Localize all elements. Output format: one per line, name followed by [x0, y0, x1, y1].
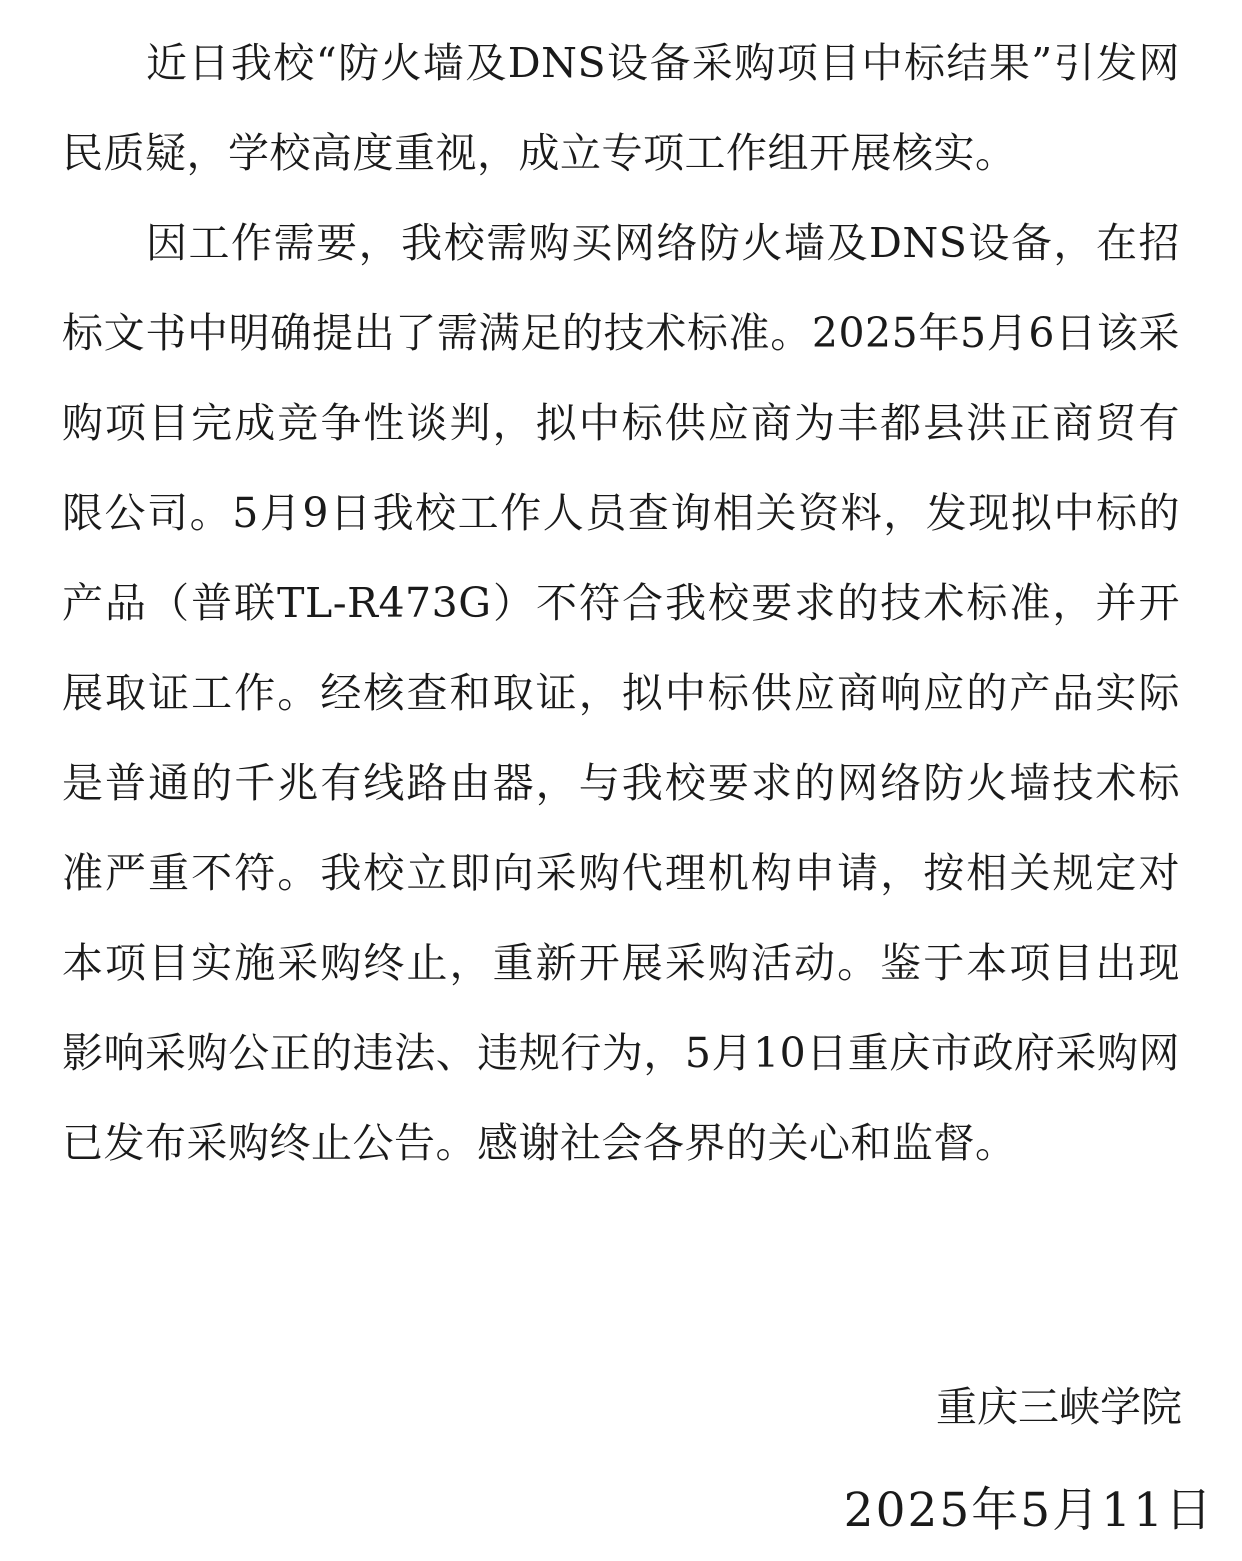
paragraph-procurement-details: 因工作需要，我校需购买网络防火墙及DNS设备，在招标文书中明确提出了需满足的技术标准。2025年5月6日该采购项目完成竞争性谈判，拟中标供应商为丰都县洪正商贸有限公司。5月9日我校工作人员查询相关资料，发现拟中标的产品（普联TL-R473G）不符合我校要求的技术标准，并开展取证工作。经核查和取证，拟中标供应商响应的产品实际是普通的千兆有线路由器，与我校要求的网络防火墙技术标准严重不符。我校立即向采购代理机构申请，按相关规定对本项目实施采购终止，重新开展采购活动。鉴于本项目出现影响采购公正的违法、违规行为，5月10日重庆市政府采购网已发布采购终止公告。感谢社会各界的关心和监督。: [62, 219, 1180, 1167]
issuer-signature: 重庆三峡学院: [936, 1383, 1182, 1431]
statement-body: [62, 18, 1180, 1188]
issue-date: 2025年5月11日: [843, 1483, 1214, 1538]
paragraph-verification: 近日我校“防火墙及DNS设备采购项目中标结果”引发网民质疑，学校高度重视，成立专项工作组开展核实。: [62, 39, 1180, 177]
